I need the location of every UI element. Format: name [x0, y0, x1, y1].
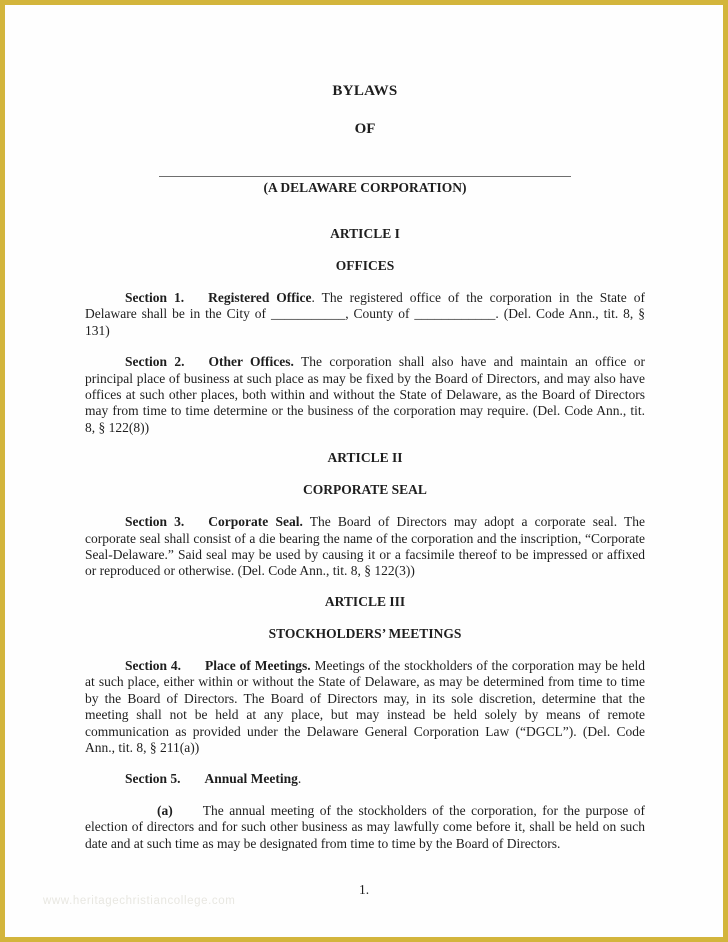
section-5a-paragraph — [85, 803, 645, 852]
section-5-body: . — [297, 771, 302, 787]
section-2-label: Section 2. — [125, 354, 185, 370]
section-5-paragraph — [85, 771, 645, 787]
article-1-heading: ARTICLE I — [330, 226, 400, 241]
article-3-subheading: STOCKHOLDERS’ MEETINGS — [268, 625, 462, 641]
section-5a-body: The annual meeting of the stockholders of the corporation, for the purpose of election of directors and for such other business as may lawfully come before it, shall be held on such date and at such time as may be designated from time to time by the Board of Directors. — [85, 802, 645, 851]
section-3-paragraph — [85, 514, 645, 580]
article-2-subheading: CORPORATE SEAL — [303, 482, 427, 498]
section-1-title: Registered Office — [208, 290, 312, 305]
section-4-body: Meetings of the stockholders of the corporation may be held at such place, either within or without the State of Delaware, as may be determined from time to time by the Board of Directors. The Board of Directors may, in its sole discretion, determine that the meeting shall not be held at any place, but may instead be held solely by means of remote communication as provided under the Delaware General Corporation Law (“DGCL”). (Del. Code Ann., tit. 8, § 211(a)) — [85, 657, 645, 755]
section-3-title: Corporate Seal. — [208, 514, 303, 530]
section-4-paragraph — [85, 658, 645, 756]
page-number: 1. — [358, 882, 370, 897]
section-2-body: The corporation shall also have and maintain an office or principal place of business at such place as may be fixed by the Board of Directors, and may also have offices at such other places, both within and without the State of Delaware, as the Board of Directors may from time to time determine or the business of the corporation may require. (Del. Code Ann., tit. 8, § 122(8)) — [85, 354, 645, 435]
section-1-body: . The registered office of the corporation in the State of Delaware shall be in the City of ___________, County of ____________. (Del. Code Ann., tit. 8, § 131) — [85, 290, 645, 338]
article-2-heading: ARTICLE II — [327, 450, 403, 466]
document-subtitle: (A DELAWARE CORPORATION) — [263, 180, 467, 195]
section-3-label: Section 3. — [125, 514, 185, 530]
section-4-label: Section 4. — [125, 657, 182, 673]
article-3-heading: ARTICLE III — [324, 593, 406, 609]
section-4-title: Place of Meetings. — [205, 657, 311, 673]
document-content — [5, 5, 723, 852]
section-1-label: Section 1. — [125, 290, 185, 305]
section-1-paragraph — [85, 290, 645, 339]
section-5-title: Annual Meeting — [204, 771, 298, 787]
section-3-body: The Board of Directors may adopt a corporate seal. The corporate seal shall consist of a die bearing the name of the corporation and the inscription, “Corporate Seal-Delaware.” Said seal may be used by causing it or a facsimile thereof to be impressed or affixed or reproduced or otherwise. (Del. Code Ann., tit. 8, § 122(3)) — [85, 514, 646, 579]
document-title: BYLAWS — [332, 83, 398, 99]
section-5a-label: (a) — [157, 802, 173, 818]
watermark-text: www.heritagechristiancollege.com — [43, 895, 236, 907]
section-5-label: Section 5. — [125, 771, 181, 787]
section-2-title: Other Offices. — [208, 354, 294, 370]
article-1-subheading: OFFICES — [335, 258, 395, 273]
document-of-label: OF — [354, 121, 376, 137]
section-2-paragraph — [85, 354, 645, 436]
blank-name-line — [159, 176, 571, 177]
